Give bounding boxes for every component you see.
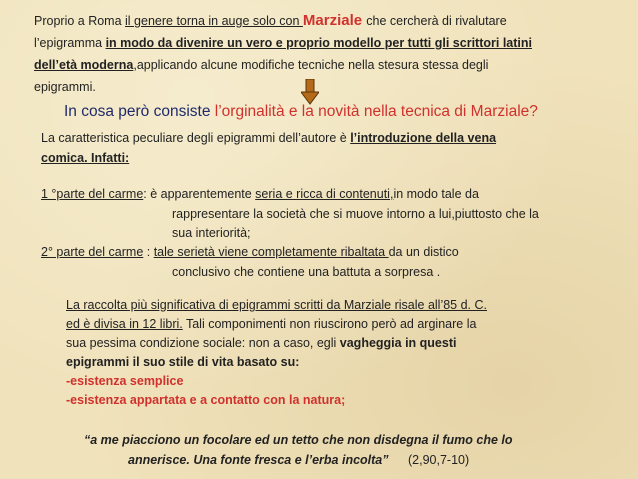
citazione-line-1	[84, 432, 513, 448]
parte-text: conclusivo che contiene una battuta a sorpresa .	[172, 265, 441, 279]
parte-2-line-1	[41, 244, 459, 260]
raccolta-line-2	[66, 316, 476, 332]
raccolta-bold: vagheggia in questi	[339, 336, 457, 350]
citazione-text: “a me piacciono un focolare ed un tetto che non disdegna il fumo che lo	[84, 433, 513, 447]
intro-text: ,applicando alcune modifiche tecniche nella stesura stessa degli	[133, 58, 489, 72]
parte-1-line-1	[41, 186, 479, 202]
parte-1-line-2	[172, 206, 539, 222]
intro-line-1	[34, 13, 507, 29]
intro-underlined: il genere torna in auge solo con	[125, 14, 303, 28]
parte-text: rappresentare la società che si muove intorno a lui,piuttosto che la	[172, 207, 539, 221]
down-arrow-icon	[301, 79, 319, 105]
parte-1-label: 1 °parte del carme	[41, 187, 144, 201]
caratteristica-line-1	[41, 130, 496, 146]
raccolta-red-item: -esistenza appartata e a contatto con la natura;	[66, 393, 346, 407]
parte-underlined: tale serietà viene completamente ribaltata	[153, 245, 389, 259]
raccolta-underlined: La raccolta più significativa di epigrammi scritti da Marziale risale all’85 d. C.	[66, 298, 488, 312]
parte-2-line-2	[172, 264, 440, 280]
raccolta-line-4	[66, 354, 299, 370]
parte-text: : è apparentemente	[143, 187, 256, 201]
citazione-line-2	[128, 452, 469, 468]
parte-1-line-3	[172, 225, 251, 241]
question-highlight: l’orginalità e la novità nella tecnica di Marziale?	[214, 103, 538, 120]
raccolta-line-3	[66, 335, 456, 351]
marziale-name: Marziale	[302, 12, 367, 29]
parte-text: :	[143, 245, 154, 259]
question-heading	[64, 103, 538, 121]
raccolta-text: Tali componimenti non riuscirono però ad arginare la	[182, 317, 477, 331]
intro-text: Proprio a Roma	[34, 14, 126, 28]
question-text: In cosa però consiste	[64, 103, 215, 120]
parte-text: sua interiorità;	[172, 226, 251, 240]
intro-line-3	[34, 57, 488, 73]
raccolta-line-6	[66, 392, 345, 408]
citazione-reference: (2,90,7-10)	[408, 453, 470, 467]
parte-text: da un distico	[388, 245, 459, 259]
caratteristica-bold: comica. Infatti:	[41, 151, 130, 165]
intro-bold-underlined: dell’età moderna	[34, 58, 134, 72]
raccolta-line-1	[66, 297, 487, 313]
intro-text: l’epigramma	[34, 36, 106, 50]
intro-bold-underlined: in modo da divenire un vero e proprio modello per tutti gli scrittori latini	[105, 36, 532, 50]
parte-2-label: 2° parte del carme	[41, 245, 144, 259]
caratteristica-text: La caratteristica peculiare degli epigrammi dell’autore è	[41, 131, 351, 145]
parte-underlined: seria e ricca di contenuti,	[255, 187, 394, 201]
caratteristica-line-2	[41, 150, 129, 166]
raccolta-bold: epigrammi il suo stile di vita basato su:	[66, 355, 300, 369]
intro-line-2	[34, 35, 532, 51]
intro-text: epigrammi.	[34, 80, 96, 94]
intro-text: che cercherà di rivalutare	[366, 14, 507, 28]
raccolta-red-item: -esistenza semplice	[66, 374, 184, 388]
intro-line-4	[34, 79, 96, 95]
caratteristica-bold: l’introduzione della vena	[350, 131, 497, 145]
citazione-text: annerisce. Una fonte fresca e l’erba incolta”	[128, 453, 389, 467]
raccolta-underlined: ed è divisa in 12 libri.	[66, 317, 183, 331]
parte-text: in modo tale da	[393, 187, 479, 201]
raccolta-text: sua pessima condizione sociale: non a caso, egli	[66, 336, 340, 350]
raccolta-line-5	[66, 373, 183, 389]
